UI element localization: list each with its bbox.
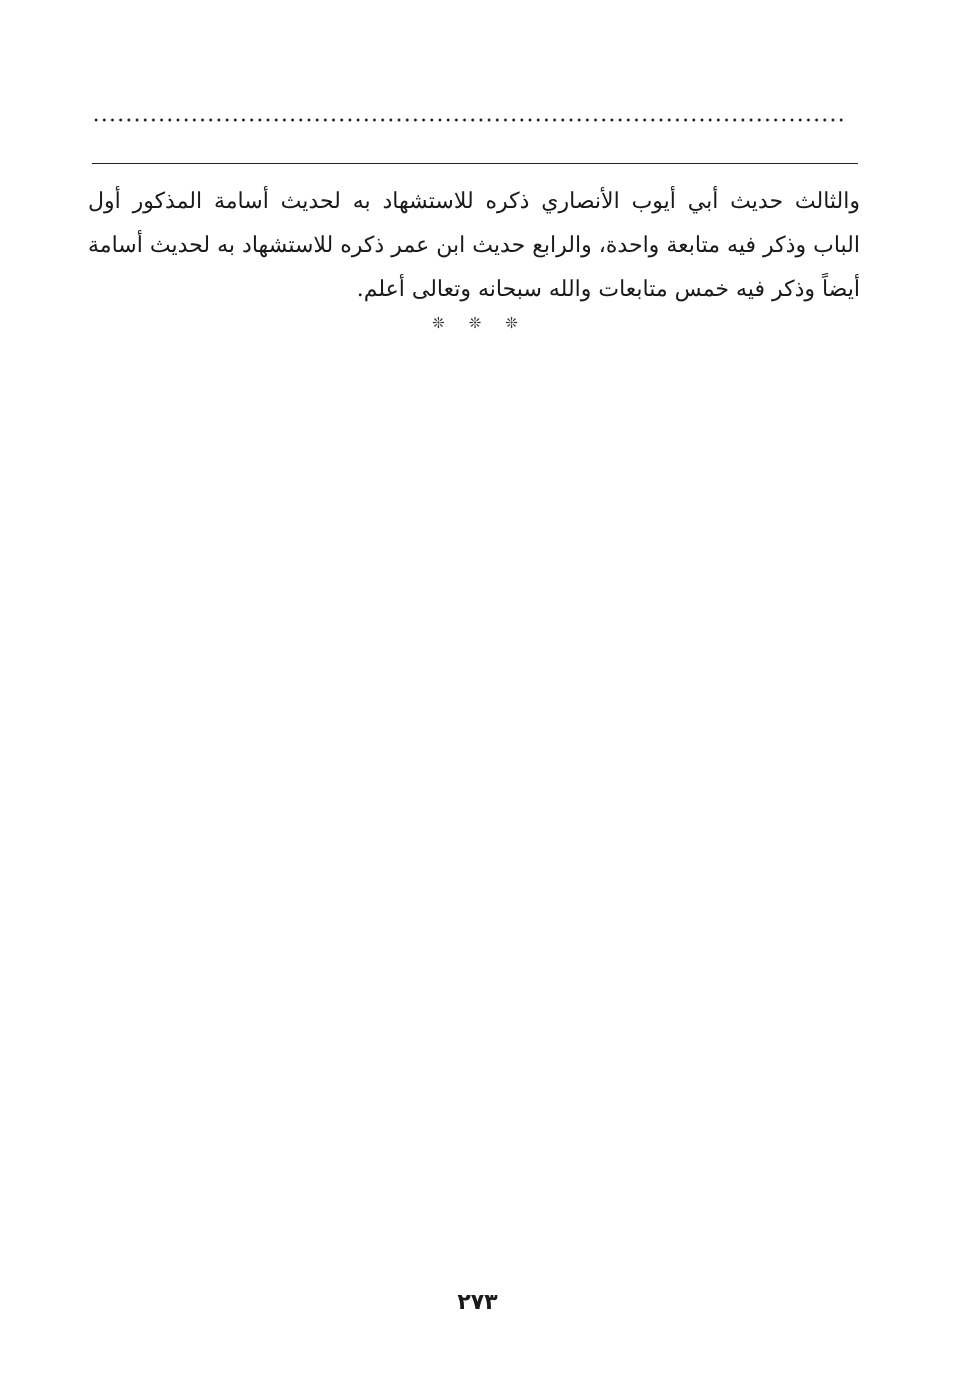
separator-star-icon: ❊ — [468, 314, 482, 332]
section-separator — [400, 314, 550, 332]
body-paragraph: والثالث حديث أبي أيوب الأنصاري ذكره للاستشهاد به لحديث أسامة المذكور أول الباب وذكر فيه متابعة واحدة، والرابع حديث ابن عمر ذكره للاستشهاد به لحديث أسامة أيضاً وذكر فيه خمس متابعات والله سبحانه وتعالى أعلم. — [88, 189, 860, 302]
separator-star-icon: ❊ — [505, 314, 518, 332]
dotted-leader-line — [92, 118, 844, 122]
page-number: ٢٧٣ — [457, 1290, 498, 1315]
separator-star-icon: ❊ — [432, 314, 445, 332]
horizontal-rule — [92, 163, 858, 164]
